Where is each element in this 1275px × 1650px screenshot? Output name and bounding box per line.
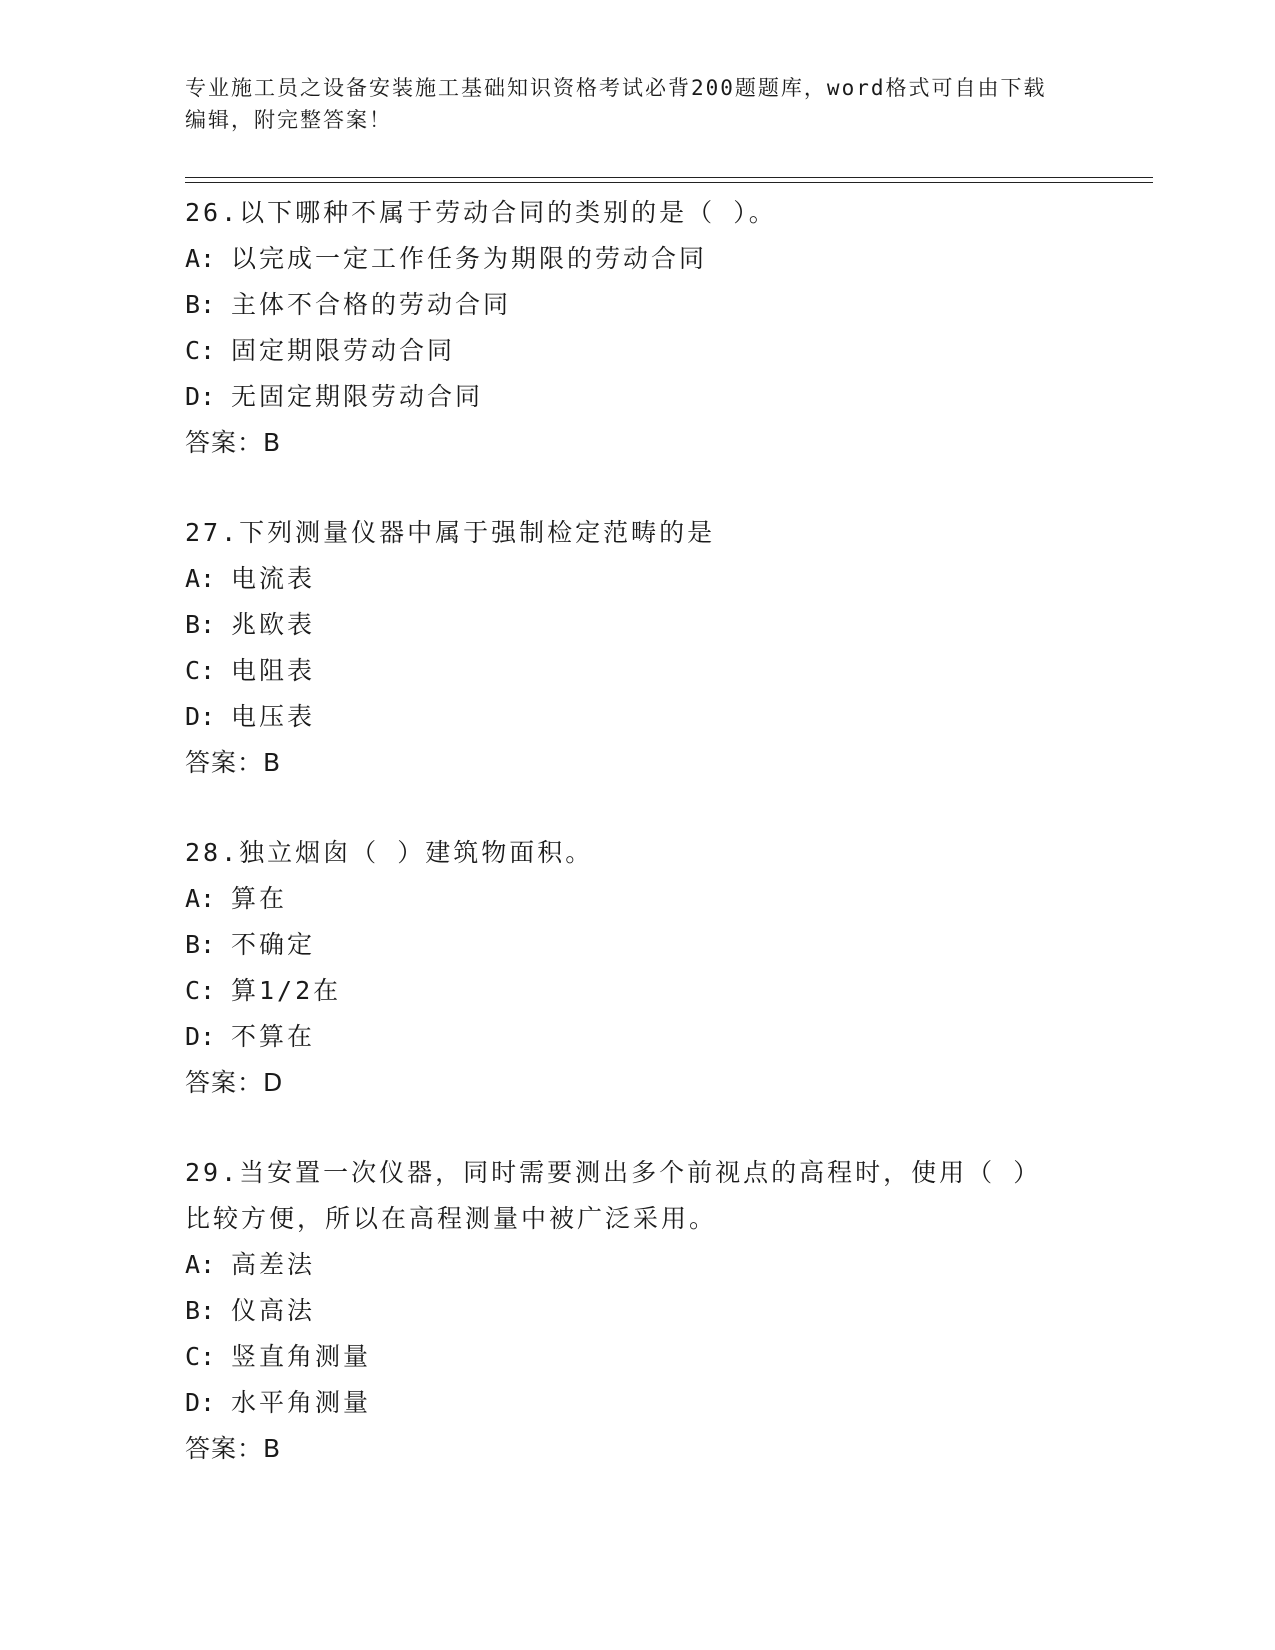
option-text: 算在 — [231, 884, 288, 913]
option-c — [185, 968, 1085, 1014]
option-b — [185, 1288, 1085, 1334]
answer-line: 答案：B — [185, 1434, 282, 1463]
option-c — [185, 648, 1085, 694]
option-a — [185, 1242, 1085, 1288]
option-key: C: — [185, 336, 216, 365]
option-text: 固定期限劳动合同 — [231, 336, 456, 365]
option-key: C: — [185, 1342, 216, 1371]
option-b — [185, 602, 1085, 648]
option-text: 无固定期限劳动合同 — [231, 382, 484, 411]
option-text: 不算在 — [231, 1022, 316, 1051]
question-block — [185, 830, 1085, 1106]
option-key: A: — [185, 244, 216, 273]
option-c — [185, 328, 1085, 374]
option-key: A: — [185, 564, 216, 593]
option-text: 竖直角测量 — [231, 1342, 372, 1371]
answer-line: 答案：B — [185, 748, 282, 777]
option-key: D: — [185, 382, 216, 411]
option-text: 电阻表 — [231, 656, 316, 685]
option-b — [185, 922, 1085, 968]
option-text: 兆欧表 — [231, 610, 316, 639]
option-text: 电压表 — [231, 702, 316, 731]
option-text: 主体不合格的劳动合同 — [231, 290, 512, 319]
option-text: 仪高法 — [231, 1296, 316, 1325]
option-a — [185, 876, 1085, 922]
option-key: C: — [185, 656, 216, 685]
option-text: 高差法 — [231, 1250, 316, 1279]
question-block — [185, 190, 1085, 466]
option-text: 电流表 — [231, 564, 316, 593]
question-stem: 27.下列测量仪器中属于强制检定范畴的是 — [185, 518, 716, 547]
question-block — [185, 510, 1085, 786]
option-text: 水平角测量 — [231, 1388, 372, 1417]
option-key: D: — [185, 702, 216, 731]
option-text: 不确定 — [231, 930, 316, 959]
option-d — [185, 694, 1085, 740]
answer-line: 答案：D — [185, 1068, 284, 1097]
question-stem: 26.以下哪种不属于劳动合同的类别的是（ ）。 — [185, 198, 777, 227]
option-key: B: — [185, 1296, 216, 1325]
header-divider-top — [185, 177, 1153, 178]
option-d — [185, 374, 1085, 420]
header-divider-bottom — [185, 182, 1153, 183]
option-d — [185, 1014, 1085, 1060]
answer-line: 答案：B — [185, 428, 282, 457]
document-header: 专业施工员之设备安装施工基础知识资格考试必背200题题库，word格式可自由下载编辑，附完整答案！ — [185, 76, 1047, 132]
option-text: 算1/2在 — [231, 976, 342, 1005]
option-b — [185, 282, 1085, 328]
option-key: A: — [185, 884, 216, 913]
option-key: C: — [185, 976, 216, 1005]
option-c — [185, 1334, 1085, 1380]
question-stem: 29.当安置一次仪器，同时需要测出多个前视点的高程时，使用（ ）比较方便，所以在高程测量中被广泛采用。 — [185, 1158, 1042, 1233]
option-key: B: — [185, 610, 216, 639]
question-block — [185, 1150, 1085, 1472]
option-key: A: — [185, 1250, 216, 1279]
option-a — [185, 556, 1085, 602]
question-stem: 28.独立烟囱（ ）建筑物面积。 — [185, 838, 594, 867]
option-text: 以完成一定工作任务为期限的劳动合同 — [231, 244, 708, 273]
option-a — [185, 236, 1085, 282]
option-key: B: — [185, 290, 216, 319]
option-key: D: — [185, 1388, 216, 1417]
option-d — [185, 1380, 1085, 1426]
option-key: D: — [185, 1022, 216, 1051]
option-key: B: — [185, 930, 216, 959]
